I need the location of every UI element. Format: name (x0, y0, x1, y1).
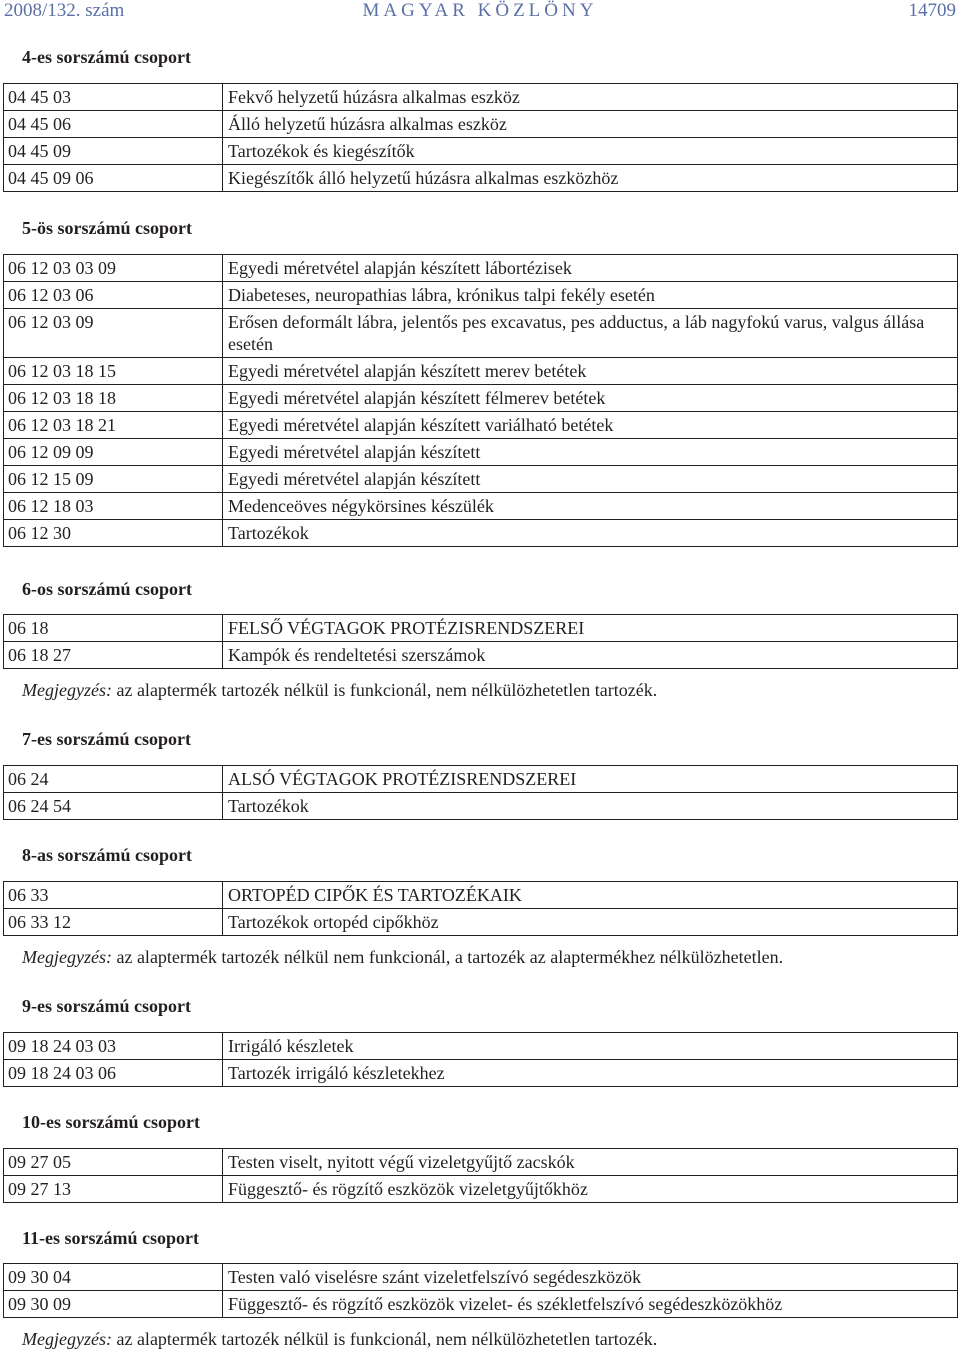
table-row (4, 111, 958, 138)
code-cell: 06 12 18 03 (4, 493, 223, 520)
code-cell: 06 18 (4, 615, 223, 642)
table-row (4, 909, 958, 936)
code-cell: 09 30 09 (4, 1291, 223, 1318)
note-label: Megjegyzés: (22, 1329, 112, 1349)
section-title-5: 5-ös sorszámú csoport (22, 218, 192, 238)
code-cell: 06 33 12 (4, 909, 223, 936)
table-row (4, 520, 958, 547)
code-cell: 06 12 03 18 15 (4, 358, 223, 385)
table-row (4, 1060, 958, 1087)
desc-cell: Medenceöves négykörsines készülék (223, 493, 958, 520)
section-title-10: 10-es sorszámú csoport (22, 1112, 200, 1132)
desc-cell: Diabeteses, neuropathias lábra, krónikus talpi fekély esetén (223, 282, 958, 309)
table-row (4, 1176, 958, 1203)
desc-cell: ORTOPÉD CIPŐK ÉS TARTOZÉKAIK (223, 882, 958, 909)
note-6 (22, 680, 657, 701)
table-row (4, 412, 958, 439)
desc-cell: Testen viselt, nyitott végű vizeletgyűjtő zacskók (223, 1149, 958, 1176)
table-row (4, 84, 958, 111)
note-8 (22, 947, 783, 968)
code-cell: 09 27 05 (4, 1149, 223, 1176)
code-table-4 (3, 83, 958, 192)
code-cell: 06 12 30 (4, 520, 223, 547)
desc-cell: Álló helyzetű húzásra alkalmas eszköz (223, 111, 958, 138)
desc-cell: Tartozékok (223, 793, 958, 820)
desc-cell: Függesztő- és rögzítő eszközök vizelet- és székletfelszívó segédeszközökhöz (223, 1291, 958, 1318)
section-title-8: 8-as sorszámú csoport (22, 845, 192, 865)
table-row (4, 385, 958, 412)
desc-cell: Fekvő helyzetű húzásra alkalmas eszköz (223, 84, 958, 111)
desc-cell: Kiegészítők álló helyzetű húzásra alkalmas eszközhöz (223, 165, 958, 192)
code-cell: 06 12 03 09 (4, 309, 223, 358)
code-table-6 (3, 614, 958, 669)
table-row (4, 766, 958, 793)
code-cell: 06 12 03 03 09 (4, 255, 223, 282)
page-number: 14709 (908, 0, 956, 21)
code-table-7 (3, 765, 958, 820)
desc-cell: ALSÓ VÉGTAGOK PROTÉZISRENDSZEREI (223, 766, 958, 793)
code-table-9 (3, 1032, 958, 1087)
table-row (4, 493, 958, 520)
code-cell: 06 24 54 (4, 793, 223, 820)
note-text: az alaptermék tartozék nélkül is funkcionál, nem nélkülözhetetlen tartozék. (111, 680, 658, 700)
desc-cell: Tartozékok és kiegészítők (223, 138, 958, 165)
section-title-7: 7-es sorszámú csoport (22, 729, 191, 749)
code-cell: 04 45 03 (4, 84, 223, 111)
table-row (4, 882, 958, 909)
section-title-9: 9-es sorszámú csoport (22, 996, 191, 1016)
desc-cell: Testen való viselésre szánt vizeletfelszívó segédeszközök (223, 1264, 958, 1291)
desc-cell: Egyedi méretvétel alapján készített merev betétek (223, 358, 958, 385)
code-cell: 04 45 09 (4, 138, 223, 165)
code-cell: 04 45 09 06 (4, 165, 223, 192)
code-cell: 09 18 24 03 03 (4, 1033, 223, 1060)
code-cell: 06 24 (4, 766, 223, 793)
table-row (4, 255, 958, 282)
code-cell: 06 18 27 (4, 642, 223, 669)
table-row (4, 138, 958, 165)
desc-cell: Egyedi méretvétel alapján készített lábortézisek (223, 255, 958, 282)
desc-cell: Egyedi méretvétel alapján készített variálható betétek (223, 412, 958, 439)
desc-cell: Egyedi méretvétel alapján készített félmerev betétek (223, 385, 958, 412)
table-row (4, 466, 958, 493)
code-table-11 (3, 1263, 958, 1318)
note-label: Megjegyzés: (22, 947, 112, 967)
note-11 (22, 1329, 657, 1350)
publication-title: MAGYAR KÖZLÖNY (362, 0, 598, 21)
desc-cell: FELSŐ VÉGTAGOK PROTÉZISRENDSZEREI (223, 615, 958, 642)
desc-cell: Tartozékok (223, 520, 958, 547)
desc-cell: Erősen deformált lábra, jelentős pes excavatus, pes adductus, a láb nagyfokú varus, valgus állása esetén (223, 309, 958, 358)
table-row (4, 165, 958, 192)
section-title-11: 11-es sorszámú csoport (22, 1228, 199, 1248)
code-table-5 (3, 254, 958, 547)
section-title-6: 6-os sorszámú csoport (22, 579, 192, 599)
note-text: az alaptermék tartozék nélkül nem funkcionál, a tartozék az alaptermékhez nélkülözhetetlen. (111, 947, 784, 967)
code-cell: 06 12 03 18 21 (4, 412, 223, 439)
issue-number: 2008/132. szám (4, 0, 125, 21)
table-row (4, 1149, 958, 1176)
table-row (4, 1033, 958, 1060)
code-cell: 06 33 (4, 882, 223, 909)
code-cell: 06 12 03 18 18 (4, 385, 223, 412)
code-cell: 06 12 09 09 (4, 439, 223, 466)
desc-cell: Egyedi méretvétel alapján készített (223, 439, 958, 466)
table-row (4, 642, 958, 669)
table-row (4, 439, 958, 466)
code-cell: 09 27 13 (4, 1176, 223, 1203)
table-row (4, 615, 958, 642)
desc-cell: Tartozék irrigáló készletekhez (223, 1060, 958, 1087)
table-row (4, 358, 958, 385)
table-row (4, 309, 958, 358)
code-table-10 (3, 1148, 958, 1203)
desc-cell: Tartozékok ortopéd cipőkhöz (223, 909, 958, 936)
table-row (4, 793, 958, 820)
code-cell: 04 45 06 (4, 111, 223, 138)
table-row (4, 282, 958, 309)
code-table-8 (3, 881, 958, 936)
code-cell: 06 12 15 09 (4, 466, 223, 493)
desc-cell: Függesztő- és rögzítő eszközök vizeletgyűjtőkhöz (223, 1176, 958, 1203)
desc-cell: Irrigáló készletek (223, 1033, 958, 1060)
note-label: Megjegyzés: (22, 680, 112, 700)
table-row (4, 1291, 958, 1318)
table-row (4, 1264, 958, 1291)
code-cell: 09 30 04 (4, 1264, 223, 1291)
section-title-4: 4-es sorszámú csoport (22, 47, 191, 67)
page-header (0, 0, 960, 26)
code-cell: 09 18 24 03 06 (4, 1060, 223, 1087)
desc-cell: Kampók és rendeltetési szerszámok (223, 642, 958, 669)
code-cell: 06 12 03 06 (4, 282, 223, 309)
note-text: az alaptermék tartozék nélkül is funkcionál, nem nélkülözhetetlen tartozék. (111, 1329, 658, 1349)
desc-cell: Egyedi méretvétel alapján készített (223, 466, 958, 493)
